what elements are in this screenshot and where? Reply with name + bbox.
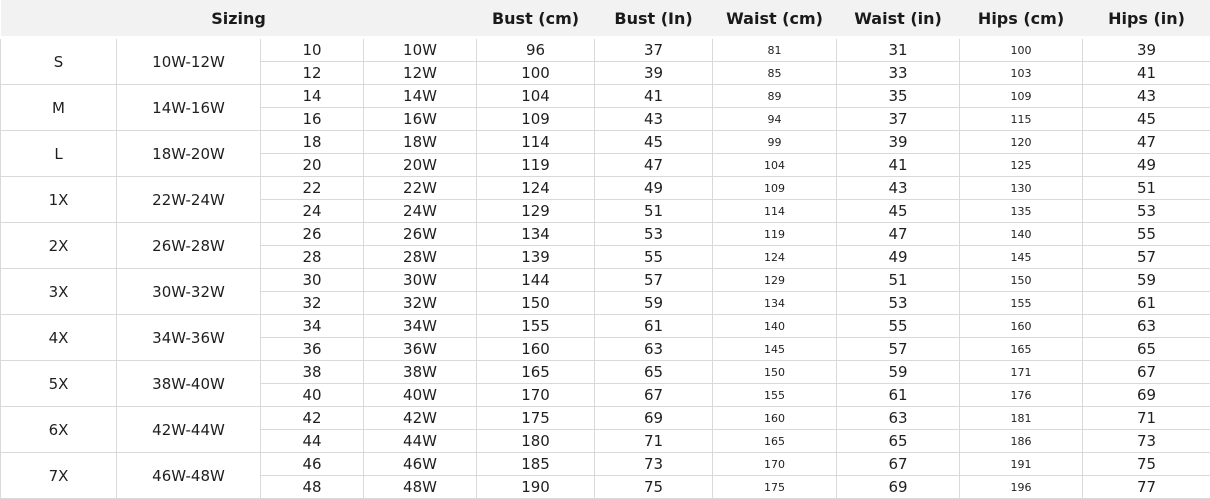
cell-bust-cm: 144 (477, 269, 595, 292)
cell-bust-in: 45 (595, 131, 713, 154)
cell-bust-in: 59 (595, 292, 713, 315)
size-range-cell: 26W-28W (117, 223, 261, 269)
size-label-cell: 1X (1, 177, 117, 223)
size-label-cell: M (1, 85, 117, 131)
cell-bust-in: 65 (595, 361, 713, 384)
cell-waist-in: 39 (837, 131, 960, 154)
cell-bust-cm: 165 (477, 361, 595, 384)
cell-size-num: 22 (261, 177, 364, 200)
cell-waist-in: 31 (837, 38, 960, 62)
cell-hips-cm: 135 (960, 200, 1083, 223)
size-range-cell: 30W-32W (117, 269, 261, 315)
cell-bust-cm: 100 (477, 62, 595, 85)
cell-size-num: 10 (261, 38, 364, 62)
table-row (1, 361, 1210, 384)
cell-size-num: 44 (261, 430, 364, 453)
cell-size-w: 18W (364, 131, 477, 154)
table-row (1, 453, 1210, 476)
cell-waist-cm: 85 (713, 62, 837, 85)
cell-bust-cm: 180 (477, 430, 595, 453)
cell-waist-cm: 145 (713, 338, 837, 361)
cell-bust-cm: 104 (477, 85, 595, 108)
cell-hips-in: 65 (1083, 338, 1210, 361)
cell-bust-in: 75 (595, 476, 713, 499)
cell-hips-cm: 130 (960, 177, 1083, 200)
cell-waist-cm: 109 (713, 177, 837, 200)
cell-waist-in: 53 (837, 292, 960, 315)
cell-size-num: 34 (261, 315, 364, 338)
cell-size-w: 22W (364, 177, 477, 200)
cell-waist-in: 69 (837, 476, 960, 499)
cell-hips-in: 57 (1083, 246, 1210, 269)
cell-waist-cm: 134 (713, 292, 837, 315)
cell-hips-cm: 191 (960, 453, 1083, 476)
cell-size-num: 14 (261, 85, 364, 108)
cell-size-w: 44W (364, 430, 477, 453)
size-label-cell: L (1, 131, 117, 177)
cell-size-w: 20W (364, 154, 477, 177)
cell-waist-cm: 114 (713, 200, 837, 223)
table-row (1, 131, 1210, 154)
cell-hips-in: 63 (1083, 315, 1210, 338)
size-label-cell: 4X (1, 315, 117, 361)
cell-waist-cm: 104 (713, 154, 837, 177)
cell-size-w: 28W (364, 246, 477, 269)
cell-hips-cm: 165 (960, 338, 1083, 361)
cell-bust-in: 61 (595, 315, 713, 338)
cell-size-w: 38W (364, 361, 477, 384)
cell-size-w: 30W (364, 269, 477, 292)
cell-hips-in: 39 (1083, 38, 1210, 62)
cell-bust-cm: 96 (477, 38, 595, 62)
cell-hips-in: 55 (1083, 223, 1210, 246)
cell-hips-in: 47 (1083, 131, 1210, 154)
cell-size-num: 48 (261, 476, 364, 499)
cell-bust-in: 41 (595, 85, 713, 108)
cell-hips-cm: 120 (960, 131, 1083, 154)
cell-hips-cm: 160 (960, 315, 1083, 338)
cell-bust-cm: 114 (477, 131, 595, 154)
cell-bust-in: 37 (595, 38, 713, 62)
cell-bust-cm: 155 (477, 315, 595, 338)
cell-waist-cm: 165 (713, 430, 837, 453)
cell-bust-cm: 119 (477, 154, 595, 177)
cell-bust-cm: 185 (477, 453, 595, 476)
cell-hips-in: 59 (1083, 269, 1210, 292)
size-range-cell: 38W-40W (117, 361, 261, 407)
cell-hips-in: 69 (1083, 384, 1210, 407)
cell-hips-in: 51 (1083, 177, 1210, 200)
table-row (1, 223, 1210, 246)
cell-hips-in: 49 (1083, 154, 1210, 177)
cell-hips-in: 43 (1083, 85, 1210, 108)
size-range-cell: 22W-24W (117, 177, 261, 223)
size-range-cell: 18W-20W (117, 131, 261, 177)
cell-bust-in: 57 (595, 269, 713, 292)
cell-size-w: 32W (364, 292, 477, 315)
size-table-body (1, 38, 1210, 499)
cell-size-num: 36 (261, 338, 364, 361)
cell-size-w: 26W (364, 223, 477, 246)
size-range-cell: 46W-48W (117, 453, 261, 499)
size-label-cell: 7X (1, 453, 117, 499)
size-range-cell: 42W-44W (117, 407, 261, 453)
header-waist-in: Waist (in) (837, 0, 960, 38)
cell-bust-cm: 139 (477, 246, 595, 269)
cell-hips-cm: 103 (960, 62, 1083, 85)
cell-waist-in: 35 (837, 85, 960, 108)
cell-size-w: 40W (364, 384, 477, 407)
cell-bust-cm: 129 (477, 200, 595, 223)
cell-hips-in: 67 (1083, 361, 1210, 384)
cell-waist-cm: 99 (713, 131, 837, 154)
cell-hips-cm: 196 (960, 476, 1083, 499)
size-label-cell: 5X (1, 361, 117, 407)
cell-waist-in: 57 (837, 338, 960, 361)
cell-size-w: 46W (364, 453, 477, 476)
cell-bust-in: 51 (595, 200, 713, 223)
table-row (1, 38, 1210, 62)
cell-hips-cm: 171 (960, 361, 1083, 384)
cell-waist-in: 45 (837, 200, 960, 223)
cell-hips-cm: 115 (960, 108, 1083, 131)
cell-size-w: 34W (364, 315, 477, 338)
cell-waist-in: 59 (837, 361, 960, 384)
cell-size-num: 40 (261, 384, 364, 407)
cell-size-num: 16 (261, 108, 364, 131)
cell-waist-in: 67 (837, 453, 960, 476)
cell-size-w: 42W (364, 407, 477, 430)
cell-waist-in: 41 (837, 154, 960, 177)
table-row (1, 85, 1210, 108)
table-row (1, 177, 1210, 200)
cell-bust-cm: 124 (477, 177, 595, 200)
cell-size-num: 12 (261, 62, 364, 85)
cell-hips-cm: 140 (960, 223, 1083, 246)
cell-hips-in: 53 (1083, 200, 1210, 223)
cell-hips-in: 75 (1083, 453, 1210, 476)
cell-size-num: 24 (261, 200, 364, 223)
cell-size-w: 10W (364, 38, 477, 62)
cell-bust-in: 67 (595, 384, 713, 407)
cell-bust-in: 63 (595, 338, 713, 361)
cell-size-w: 16W (364, 108, 477, 131)
table-row (1, 407, 1210, 430)
size-label-cell: 6X (1, 407, 117, 453)
size-range-cell: 34W-36W (117, 315, 261, 361)
cell-bust-in: 49 (595, 177, 713, 200)
cell-bust-in: 53 (595, 223, 713, 246)
cell-waist-in: 65 (837, 430, 960, 453)
cell-bust-in: 71 (595, 430, 713, 453)
cell-waist-in: 63 (837, 407, 960, 430)
cell-size-num: 38 (261, 361, 364, 384)
cell-bust-cm: 150 (477, 292, 595, 315)
header-bust-in: Bust (In) (595, 0, 713, 38)
cell-hips-cm: 125 (960, 154, 1083, 177)
cell-waist-cm: 160 (713, 407, 837, 430)
cell-size-num: 30 (261, 269, 364, 292)
cell-hips-cm: 145 (960, 246, 1083, 269)
cell-bust-cm: 190 (477, 476, 595, 499)
cell-waist-in: 37 (837, 108, 960, 131)
cell-hips-cm: 100 (960, 38, 1083, 62)
cell-waist-cm: 175 (713, 476, 837, 499)
cell-bust-cm: 134 (477, 223, 595, 246)
cell-waist-in: 33 (837, 62, 960, 85)
cell-hips-cm: 186 (960, 430, 1083, 453)
cell-size-num: 28 (261, 246, 364, 269)
cell-bust-cm: 170 (477, 384, 595, 407)
cell-hips-in: 71 (1083, 407, 1210, 430)
cell-size-num: 32 (261, 292, 364, 315)
cell-size-w: 36W (364, 338, 477, 361)
size-range-cell: 14W-16W (117, 85, 261, 131)
cell-bust-in: 47 (595, 154, 713, 177)
cell-waist-cm: 81 (713, 38, 837, 62)
cell-waist-in: 61 (837, 384, 960, 407)
cell-size-w: 24W (364, 200, 477, 223)
header-waist-cm: Waist (cm) (713, 0, 837, 38)
cell-size-w: 48W (364, 476, 477, 499)
cell-waist-in: 43 (837, 177, 960, 200)
header-row (1, 0, 1210, 38)
cell-waist-cm: 170 (713, 453, 837, 476)
cell-hips-cm: 150 (960, 269, 1083, 292)
cell-bust-in: 55 (595, 246, 713, 269)
cell-waist-cm: 94 (713, 108, 837, 131)
cell-bust-in: 43 (595, 108, 713, 131)
cell-waist-in: 47 (837, 223, 960, 246)
cell-waist-in: 51 (837, 269, 960, 292)
header-hips-cm: Hips (cm) (960, 0, 1083, 38)
cell-hips-in: 73 (1083, 430, 1210, 453)
cell-size-num: 46 (261, 453, 364, 476)
cell-waist-cm: 89 (713, 85, 837, 108)
cell-size-w: 14W (364, 85, 477, 108)
cell-hips-in: 61 (1083, 292, 1210, 315)
size-range-cell: 10W-12W (117, 38, 261, 85)
cell-hips-in: 77 (1083, 476, 1210, 499)
cell-bust-cm: 175 (477, 407, 595, 430)
table-row (1, 269, 1210, 292)
cell-size-num: 18 (261, 131, 364, 154)
header-sizing: Sizing (1, 0, 477, 38)
cell-size-num: 26 (261, 223, 364, 246)
cell-bust-in: 39 (595, 62, 713, 85)
cell-waist-cm: 150 (713, 361, 837, 384)
cell-size-num: 20 (261, 154, 364, 177)
header-hips-in: Hips (in) (1083, 0, 1210, 38)
cell-size-w: 12W (364, 62, 477, 85)
cell-waist-cm: 124 (713, 246, 837, 269)
cell-bust-cm: 160 (477, 338, 595, 361)
cell-hips-cm: 181 (960, 407, 1083, 430)
cell-size-num: 42 (261, 407, 364, 430)
cell-bust-in: 69 (595, 407, 713, 430)
cell-waist-cm: 129 (713, 269, 837, 292)
cell-waist-cm: 155 (713, 384, 837, 407)
cell-hips-cm: 109 (960, 85, 1083, 108)
cell-bust-in: 73 (595, 453, 713, 476)
cell-waist-in: 55 (837, 315, 960, 338)
cell-hips-cm: 155 (960, 292, 1083, 315)
cell-bust-cm: 109 (477, 108, 595, 131)
size-label-cell: 2X (1, 223, 117, 269)
cell-hips-cm: 176 (960, 384, 1083, 407)
table-row (1, 315, 1210, 338)
header-bust-cm: Bust (cm) (477, 0, 595, 38)
size-table-header (1, 0, 1210, 38)
cell-hips-in: 41 (1083, 62, 1210, 85)
size-label-cell: S (1, 38, 117, 85)
cell-waist-cm: 140 (713, 315, 837, 338)
cell-waist-cm: 119 (713, 223, 837, 246)
cell-waist-in: 49 (837, 246, 960, 269)
size-label-cell: 3X (1, 269, 117, 315)
cell-hips-in: 45 (1083, 108, 1210, 131)
